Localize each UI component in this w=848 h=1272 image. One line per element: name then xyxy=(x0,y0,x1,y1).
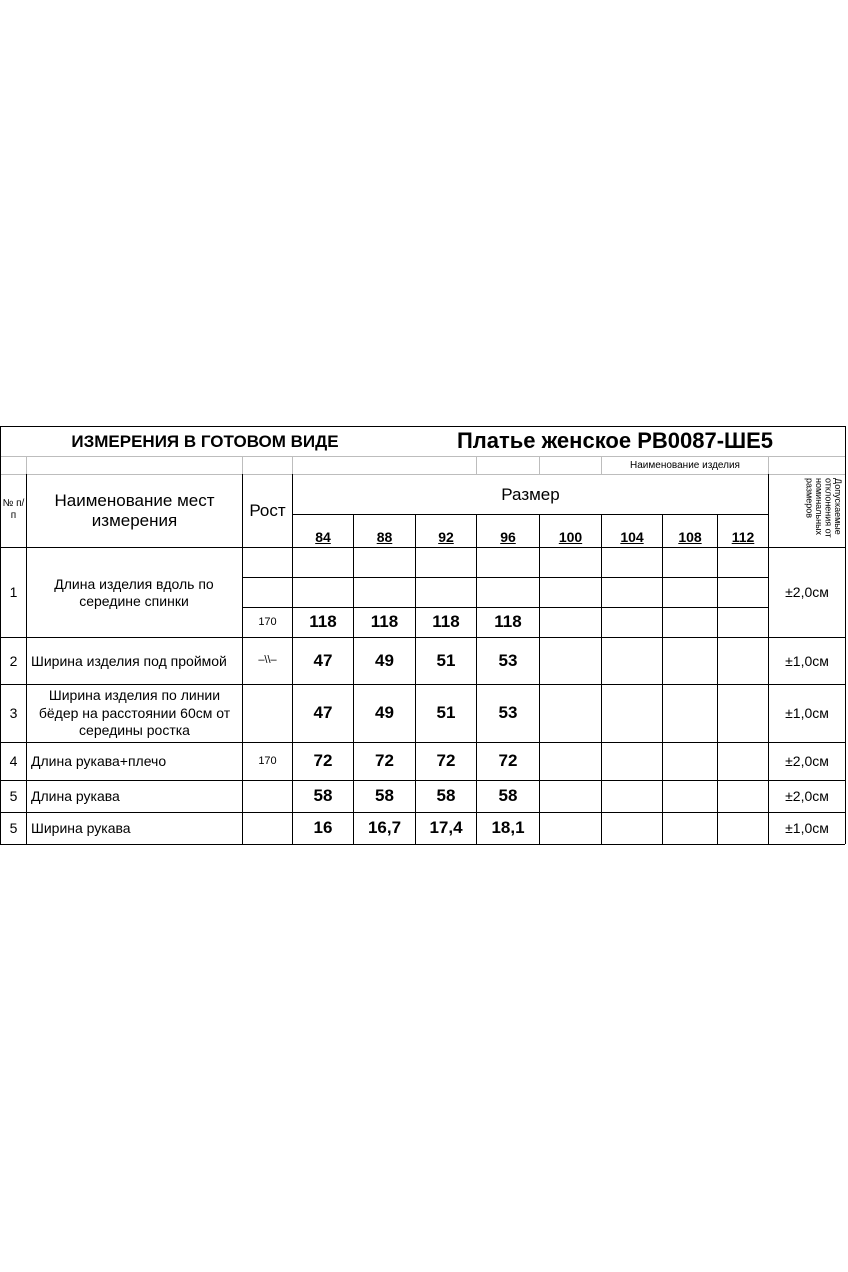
size-84: 84 xyxy=(315,528,331,545)
row-2-value-96: 53 xyxy=(498,650,518,670)
grid-line xyxy=(539,456,540,474)
size-100: 100 xyxy=(558,528,583,545)
row-3-value-88: 49 xyxy=(375,703,394,723)
row-4-value-92: 72 xyxy=(436,751,456,771)
header-number: № п/п xyxy=(2,498,25,521)
grid-line xyxy=(601,514,602,844)
row-2-height: –\\– xyxy=(258,654,277,667)
row-6-tolerance: ±1,0см xyxy=(785,820,829,837)
row-6-value-92: 17,4 xyxy=(429,818,463,838)
size-104: 104 xyxy=(620,528,644,545)
grid-line xyxy=(26,456,27,474)
size-112: 112 xyxy=(731,528,755,545)
table-border-bottom xyxy=(0,844,845,845)
row-3-tolerance: ±1,0см xyxy=(785,705,829,722)
row-6-value-88: 16,7 xyxy=(367,818,402,838)
row-5-value-88: 58 xyxy=(375,786,394,806)
row-1-value-84: 118 xyxy=(309,612,337,632)
row-3-value-96: 53 xyxy=(498,703,518,723)
size-92: 92 xyxy=(438,528,454,545)
grid-line xyxy=(717,514,718,844)
row-4-value-96: 72 xyxy=(498,751,518,771)
row-6-name: Ширина рукава xyxy=(31,820,131,837)
row-2-number: 2 xyxy=(9,652,18,669)
header-name: Наименование мест измерения xyxy=(54,490,215,530)
row-2-tolerance: ±1,0см xyxy=(785,652,829,669)
row-5-value-84: 58 xyxy=(313,786,333,806)
row-2-value-84: 47 xyxy=(313,650,333,670)
grid-line xyxy=(539,514,540,844)
row-5-value-96: 58 xyxy=(498,786,518,806)
row-3-value-84: 47 xyxy=(313,703,333,723)
grid-line xyxy=(768,456,769,474)
size-108: 108 xyxy=(678,528,702,545)
grid-line xyxy=(242,577,768,578)
row-5-name: Длина рукава xyxy=(31,788,120,805)
row-1-height: 170 xyxy=(258,615,277,628)
header-size: Размер xyxy=(501,484,560,504)
product-name-label: Наименование изделия xyxy=(630,459,740,471)
row-2-value-92: 51 xyxy=(436,650,456,670)
row-1-number: 1 xyxy=(9,584,18,601)
title-right: Платье женское РВ0087-ШЕ5 xyxy=(456,427,774,453)
grid-line xyxy=(476,456,477,474)
row-5-number: 5 xyxy=(9,788,18,805)
row-6-value-84: 16 xyxy=(313,818,333,838)
row-4-value-88: 72 xyxy=(375,751,394,771)
row-1-value-88: 118 xyxy=(370,612,399,632)
row-6-value-96: 18,1 xyxy=(491,818,525,838)
row-4-value-84: 72 xyxy=(313,751,333,771)
grid-line xyxy=(292,456,293,474)
grid-line xyxy=(662,514,663,844)
row-4-number: 4 xyxy=(9,753,18,770)
header-height: Рост xyxy=(249,500,286,520)
row-1-name: Длина изделия вдоль по середине спинки xyxy=(54,575,214,609)
table-border-right xyxy=(845,426,846,844)
row-3-name: Ширина изделия по линии бёдер на расстоянии 60см от середины ростка xyxy=(38,687,231,739)
row-4-height: 170 xyxy=(258,754,277,767)
grid-line xyxy=(0,474,845,475)
row-4-tolerance: ±2,0см xyxy=(785,753,829,770)
row-1-value-96: 118 xyxy=(494,612,522,632)
row-3-value-92: 51 xyxy=(436,703,456,723)
row-2-name: Ширина изделия под проймой xyxy=(31,652,227,669)
row-5-tolerance: ±2,0см xyxy=(785,788,829,805)
title-left: ИЗМЕРЕНИЯ В ГОТОВОМ ВИДЕ xyxy=(71,431,339,451)
row-1-tolerance: ±2,0см xyxy=(785,584,829,601)
row-6-number: 5 xyxy=(9,820,18,837)
grid-line xyxy=(242,456,243,474)
row-3-number: 3 xyxy=(9,705,18,722)
row-5-value-92: 58 xyxy=(436,786,456,806)
grid-line xyxy=(292,514,768,515)
row-2-value-88: 49 xyxy=(375,650,394,670)
row-1-value-92: 118 xyxy=(432,612,460,632)
header-tolerance: Допускаемые отклонения от номинальных размеров xyxy=(804,478,843,538)
size-96: 96 xyxy=(500,528,516,545)
row-4-name: Длина рукава+плечо xyxy=(31,753,167,770)
size-88: 88 xyxy=(376,528,393,545)
